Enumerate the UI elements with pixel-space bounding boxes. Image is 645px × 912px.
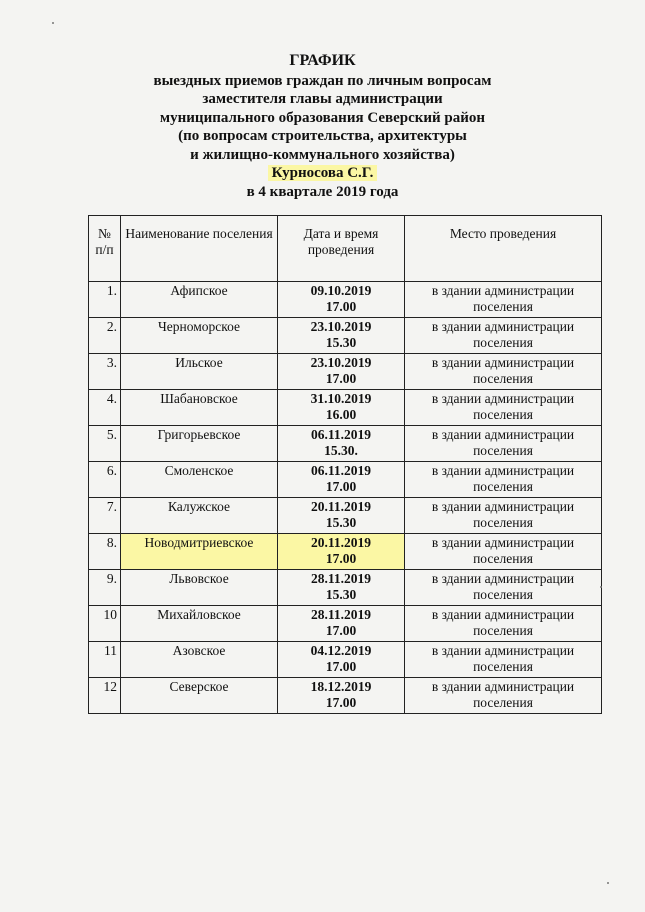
table-row	[89, 462, 602, 498]
row-number: 9.	[89, 570, 121, 606]
settlement-name: Черноморское	[121, 318, 278, 354]
event-time: 17.00	[325, 479, 357, 494]
date-time-cell	[278, 318, 405, 354]
table-header-row	[89, 216, 602, 282]
event-time: 17.00	[325, 695, 357, 710]
event-time: 15.30	[325, 515, 357, 530]
settlement-name: Григорьевское	[121, 426, 278, 462]
settlement-name: Смоленское	[121, 462, 278, 498]
row-number: 4.	[89, 390, 121, 426]
schedule-table	[88, 215, 602, 714]
row-number: 6.	[89, 462, 121, 498]
date-time-cell	[278, 426, 405, 462]
event-date: 09.10.2019	[310, 283, 372, 298]
event-time: 15.30	[325, 587, 357, 602]
table-row	[89, 570, 602, 606]
row-number: 1.	[89, 282, 121, 318]
settlement-name: Новодмитриевское	[121, 534, 278, 570]
row-number: 2.	[89, 318, 121, 354]
table-row	[89, 318, 602, 354]
event-time: 17.00	[325, 623, 357, 638]
venue: в здании администрации поселения	[405, 390, 602, 426]
venue: в здании администрации поселения	[405, 642, 602, 678]
venue: в здании администрации поселения	[405, 498, 602, 534]
header-name: Наименование поселения	[121, 216, 278, 282]
row-number: 12	[89, 678, 121, 714]
table-row	[89, 282, 602, 318]
scan-speck	[52, 22, 54, 24]
table-row	[89, 354, 602, 390]
date-time-cell	[278, 390, 405, 426]
row-number: 5.	[89, 426, 121, 462]
event-date: 06.11.2019	[310, 463, 371, 478]
venue: в здании администрации поселения	[405, 678, 602, 714]
venue: в здании администрации поселения	[405, 354, 602, 390]
table-row	[89, 498, 602, 534]
table-row	[89, 534, 602, 570]
subtitle-line-2: заместителя главы администрации	[202, 91, 443, 107]
subtitle-line-4: (по вопросам строительства, архитектуры	[178, 128, 467, 144]
period-line: в 4 квартале 2019 года	[246, 183, 399, 200]
date-time-cell	[278, 354, 405, 390]
event-time: 17.00	[325, 659, 357, 674]
settlement-name: Ильское	[121, 354, 278, 390]
event-date: 23.10.2019	[310, 319, 372, 334]
row-number: 11	[89, 642, 121, 678]
table-row	[89, 426, 602, 462]
header-place: Место проведения	[405, 216, 602, 282]
venue: в здании администрации поселения	[405, 462, 602, 498]
table-row	[89, 606, 602, 642]
settlement-name: Азовское	[121, 642, 278, 678]
date-time-cell	[278, 642, 405, 678]
event-date: 31.10.2019	[310, 391, 372, 406]
date-time-cell	[278, 498, 405, 534]
document-header	[0, 52, 645, 201]
date-time-cell	[278, 534, 405, 570]
table-row	[89, 678, 602, 714]
settlement-name: Афипское	[121, 282, 278, 318]
event-date: 04.12.2019	[310, 643, 372, 658]
settlement-name: Львовское	[121, 570, 278, 606]
row-number: 7.	[89, 498, 121, 534]
row-number: 8.	[89, 534, 121, 570]
event-time: 15.30	[325, 335, 357, 350]
event-date: 28.11.2019	[310, 571, 371, 586]
row-number: 3.	[89, 354, 121, 390]
date-time-cell	[278, 570, 405, 606]
table-row	[89, 390, 602, 426]
venue: в здании администрации поселения	[405, 606, 602, 642]
subtitle-line-3: муниципального образования Северский район	[159, 109, 486, 126]
person-name: Курносова С.Г.	[268, 165, 378, 181]
settlement-name: Михайловское	[121, 606, 278, 642]
scan-speck	[600, 586, 602, 588]
table-body	[89, 282, 602, 714]
date-time-cell	[278, 678, 405, 714]
event-time: 15.30.	[324, 443, 358, 458]
row-number: 10	[89, 606, 121, 642]
venue: в здании администрации поселения	[405, 426, 602, 462]
settlement-name: Северское	[121, 678, 278, 714]
venue: в здании администрации поселения	[405, 318, 602, 354]
venue: в здании администрации поселения	[405, 282, 602, 318]
event-time: 17.00	[325, 551, 357, 566]
date-time-cell	[278, 282, 405, 318]
event-date: 20.11.2019	[310, 535, 371, 550]
event-date: 20.11.2019	[310, 499, 371, 514]
date-time-cell	[278, 606, 405, 642]
subtitle-line-1: выездных приемов граждан по личным вопросам	[153, 72, 492, 89]
date-time-cell	[278, 462, 405, 498]
header-num: № п/п	[89, 216, 121, 282]
table-row	[89, 642, 602, 678]
header-date: Дата и время проведения	[278, 216, 405, 282]
event-date: 28.11.2019	[310, 607, 371, 622]
event-date: 18.12.2019	[310, 679, 372, 694]
venue: в здании администрации поселения	[405, 534, 602, 570]
settlement-name: Шабановское	[121, 390, 278, 426]
event-time: 16.00	[325, 407, 357, 422]
subtitle-line-5: и жилищно-коммунального хозяйства)	[190, 146, 455, 163]
event-date: 06.11.2019	[310, 427, 371, 442]
event-time: 17.00	[325, 371, 357, 386]
event-date: 23.10.2019	[310, 355, 372, 370]
document-title: ГРАФИК	[289, 52, 356, 69]
event-time: 17.00	[325, 299, 357, 314]
venue: в здании администрации поселения	[405, 570, 602, 606]
settlement-name: Калужское	[121, 498, 278, 534]
scan-speck	[607, 882, 609, 884]
